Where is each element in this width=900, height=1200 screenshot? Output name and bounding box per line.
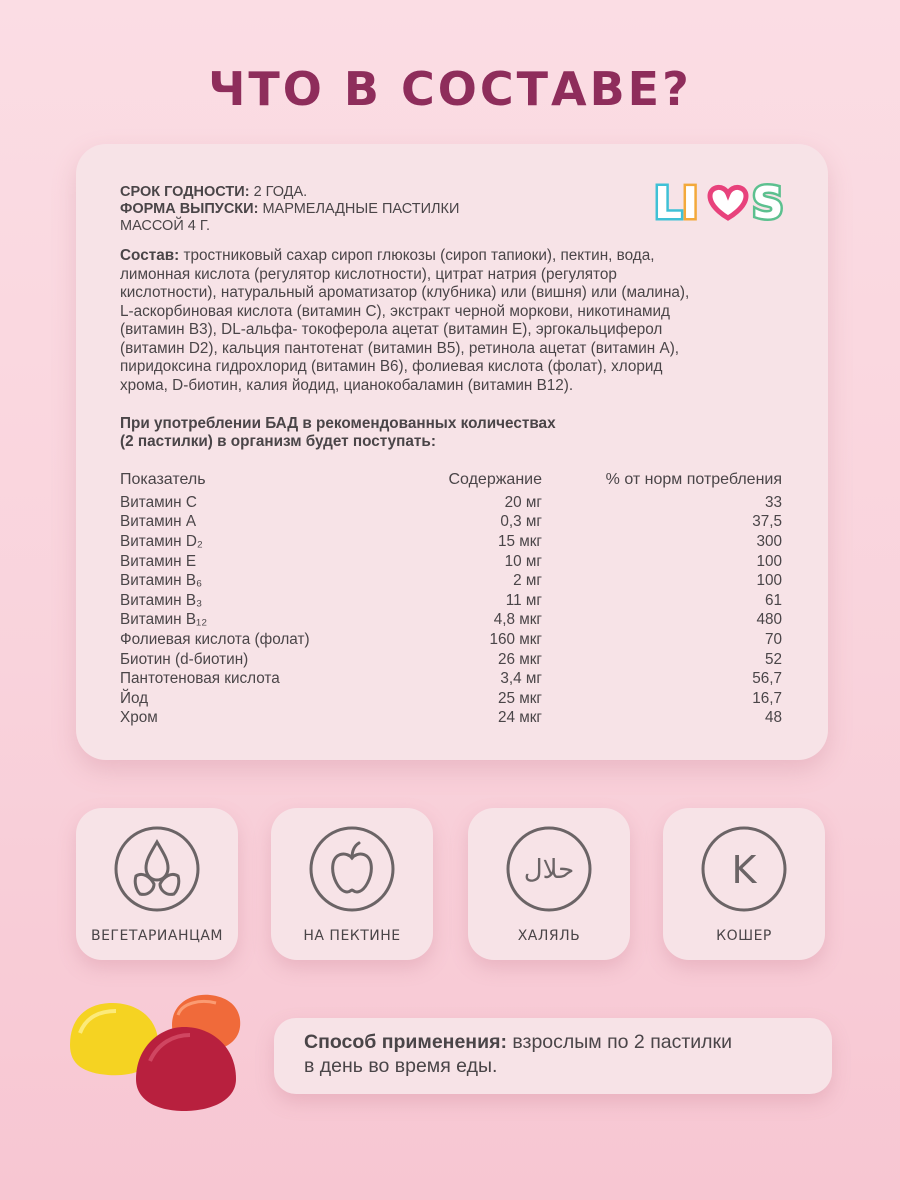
- halal-icon: [504, 824, 594, 914]
- nutrient-name: Фолиевая кислота (фолат): [120, 630, 310, 648]
- composition-text: Состав: тростниковый сахар сироп глюкозы (сироп тапиоки), пектин, вода, лимонная кислота (регулятор кислотности), цитрат натрия (регулятор кислотности), натуральный ароматизатор (клубника) или (вишня) или (малина), L-аскорбиновая кислота (витамин С), экстракт черной моркови, никотинамид (витамин В3), DL-альфа- токоферола ацетат (витамин Е), эргокальциферол (витамин D2), кальция пантотенат (витамин В5), ретинола ацетат (витамин А), пиридоксина гидрохлорид (витамин В6), фолиевая кислота (фолат), хлорид хрома, D-биотин, калия йодид, цианокобаламин (витамин В12).: [120, 247, 690, 394]
- table-row: [120, 513, 782, 533]
- nutrient-percent: 300: [756, 532, 782, 550]
- table-row: [120, 571, 782, 591]
- nutrient-amount: 0,3 мг: [500, 513, 542, 531]
- table-row: [120, 650, 782, 670]
- table-row: [120, 532, 782, 552]
- nutrient-percent: 100: [756, 572, 782, 590]
- nutrient-amount: 2 мг: [513, 572, 542, 590]
- composition-card: [76, 144, 828, 760]
- nutrient-name: Витамин А: [120, 513, 197, 531]
- table-row: [120, 709, 782, 729]
- badge-halal: حلال ХАЛЯЛЬ: [468, 808, 630, 960]
- table-row: [120, 552, 782, 572]
- nutrient-percent: 70: [764, 630, 782, 648]
- table-row: [120, 611, 782, 631]
- badge-pectin: НА ПЕКТИНЕ: [271, 808, 433, 960]
- nutrient-name: Пантотеновая кислота: [120, 670, 280, 688]
- nutrient-percent: 52: [764, 650, 782, 668]
- nutrient-percent: 16,7: [752, 689, 782, 707]
- nutrient-percent: 61: [764, 591, 782, 609]
- brand-logo: [652, 178, 794, 228]
- nutrient-amount: 26 мкг: [497, 650, 542, 668]
- shelf-life: СРОК ГОДНОСТИ: 2 ГОДА.: [120, 184, 308, 200]
- table-row: [120, 669, 782, 689]
- nutrient-amount: 10 мг: [504, 552, 542, 570]
- nutrient-amount: 15 мкг: [497, 532, 542, 550]
- table-row: [120, 630, 782, 650]
- kosher-icon: [699, 824, 789, 914]
- nutrient-name: Биотин (d-биотин): [120, 650, 249, 668]
- usage-instructions: Способ применения: взрослым по 2 пастилки в день во время еды.: [274, 1018, 832, 1094]
- svg-text:S: S: [752, 178, 784, 228]
- nutrient-name: Витамин С: [120, 493, 197, 511]
- nutrient-percent: 33: [764, 493, 782, 511]
- release-form: ФОРМА ВЫПУСКИ: МАРМЕЛАДНЫЕ ПАСТИЛКИ: [120, 201, 460, 217]
- page-title: ЧТО В СОСТАВЕ?: [208, 62, 692, 116]
- badge-vegetarian: ВЕГЕТАРИАНЦАМ: [76, 808, 238, 960]
- nutrient-percent: 100: [756, 552, 782, 570]
- table-row: [120, 493, 782, 513]
- nutrient-percent: 56,7: [752, 670, 782, 688]
- svg-text:K: K: [731, 848, 757, 892]
- table-row: [120, 591, 782, 611]
- nutrient-amount: 25 мкг: [497, 689, 542, 707]
- nutrient-name: Витамин В₆: [120, 572, 203, 590]
- nutrient-percent: 48: [764, 709, 782, 727]
- nutrient-name: Йод: [120, 689, 149, 707]
- nutrition-table: [120, 471, 782, 728]
- nutrient-name: Хром: [120, 709, 158, 727]
- gummies-image: [60, 985, 260, 1120]
- release-form-weight: МАССОЙ 4 Г.: [120, 218, 210, 234]
- badge-kosher: K КОШЕР: [663, 808, 825, 960]
- nutrient-percent: 37,5: [752, 513, 782, 531]
- nutrient-percent: 480: [756, 611, 782, 629]
- nutrient-name: Витамин D₂: [120, 532, 203, 550]
- nutrient-name: Витамин В₃: [120, 591, 203, 609]
- nutrient-name: Витамин Е: [120, 552, 197, 570]
- nutrient-name: Витамин В₁₂: [120, 611, 208, 629]
- nutrient-amount: 20 мг: [504, 493, 542, 511]
- svg-text:L: L: [654, 178, 683, 228]
- table-header: Показатель Содержание % от норм потребления: [120, 471, 782, 488]
- nutrient-amount: 160 мкг: [489, 630, 542, 648]
- intake-note: При употреблении БАД в рекомендованных количествах (2 пастилки) в организм будет поступать:: [120, 415, 556, 450]
- apple-icon: [307, 824, 397, 914]
- svg-text:I: I: [682, 178, 699, 228]
- nutrient-amount: 3,4 мг: [500, 670, 542, 688]
- table-row: [120, 689, 782, 709]
- nutrient-amount: 4,8 мкг: [493, 611, 542, 629]
- nutrient-amount: 24 мкг: [497, 709, 542, 727]
- svg-text:حلال: حلال: [523, 855, 575, 885]
- leaf-drop-icon: [112, 824, 202, 914]
- nutrient-amount: 11 мг: [505, 591, 542, 609]
